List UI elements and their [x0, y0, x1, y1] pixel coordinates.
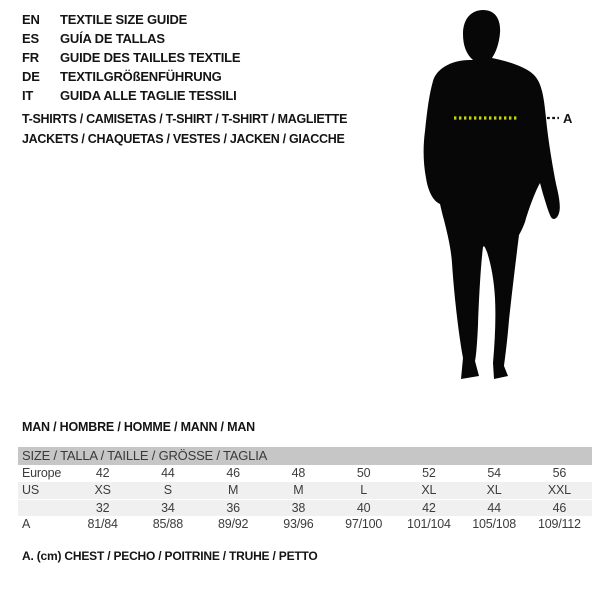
section-title-man: MAN / HOMBRE / HOMME / MANN / MAN: [22, 420, 255, 434]
language-code: DE: [22, 69, 40, 84]
garment-categories: [22, 109, 347, 149]
chest-footnote: A. (cm) CHEST / PECHO / POITRINE / TRUHE / PETTO: [22, 549, 318, 563]
cell: 101/104: [406, 517, 451, 531]
language-row: [22, 67, 240, 86]
language-row: [22, 86, 240, 105]
cell: 97/100: [345, 517, 383, 531]
cell: 46: [552, 501, 567, 515]
cell: 109/112: [537, 517, 581, 531]
cell: 56: [552, 466, 567, 480]
language-label: GUIDA ALLE TAGLIE TESSILI: [60, 88, 237, 103]
cell: 89/92: [217, 517, 249, 531]
table-row-uk: [18, 499, 592, 516]
man-figure-svg: [395, 0, 600, 400]
cell: L: [360, 483, 367, 497]
language-row: [22, 10, 240, 29]
language-row: [22, 29, 240, 48]
language-list: [22, 10, 240, 105]
language-label: GUIDE DES TAILLES TEXTILE: [60, 50, 241, 65]
language-label: TEXTILGRÖßENFÜHRUNG: [60, 69, 222, 84]
row-label: US: [22, 483, 39, 497]
category-jackets: JACKETS / CHAQUETAS / VESTES / JACKEN / GIACCHE: [22, 132, 345, 146]
measurement-figure: [395, 0, 600, 400]
cell: 34: [161, 501, 175, 515]
cell: 52: [422, 466, 436, 480]
language-row: [22, 48, 240, 67]
row-label: A: [22, 517, 31, 531]
table-row-europe: [18, 465, 592, 482]
table-row-us: [18, 482, 592, 499]
measure-label-a: A: [563, 111, 573, 126]
row-label: Europe: [22, 466, 62, 480]
cell: 46: [226, 466, 240, 480]
cell: XL: [421, 483, 437, 497]
cell: 50: [356, 466, 371, 480]
cell: 38: [291, 501, 306, 515]
cell: 42: [422, 501, 436, 515]
cell: 81/84: [87, 517, 118, 531]
language-code: IT: [22, 88, 34, 103]
cell: XS: [94, 483, 111, 497]
table-row-chest: [18, 516, 592, 533]
size-table-header: SIZE / TALLA / TAILLE / GRÖSSE / TAGLIA: [18, 447, 592, 465]
cell: 32: [95, 501, 110, 515]
cell: 48: [291, 466, 306, 480]
cell: 85/88: [152, 517, 184, 531]
language-code: FR: [22, 50, 39, 65]
cell: 54: [487, 466, 501, 480]
cell: 40: [356, 501, 371, 515]
size-table: [18, 447, 592, 533]
cell: M: [293, 483, 304, 497]
cell: XL: [486, 483, 502, 497]
cell: 93/96: [283, 517, 314, 531]
cell: 44: [161, 466, 175, 480]
cell: 42: [95, 466, 110, 480]
language-code: ES: [22, 31, 39, 46]
language-code: EN: [22, 12, 40, 27]
cell: 36: [226, 501, 240, 515]
language-label: TEXTILE SIZE GUIDE: [60, 12, 188, 27]
cell: S: [163, 483, 172, 497]
man-silhouette: [424, 10, 560, 379]
cell: 105/108: [472, 517, 517, 531]
cell: M: [228, 483, 239, 497]
row-label: [18, 500, 70, 517]
category-tshirts: T-SHIRTS / CAMISETAS / T-SHIRT / T-SHIRT / MAGLIETTE: [22, 112, 348, 126]
language-label: GUÍA DE TALLAS: [60, 31, 165, 46]
cell: 44: [487, 501, 501, 515]
cell: XXL: [547, 483, 571, 497]
